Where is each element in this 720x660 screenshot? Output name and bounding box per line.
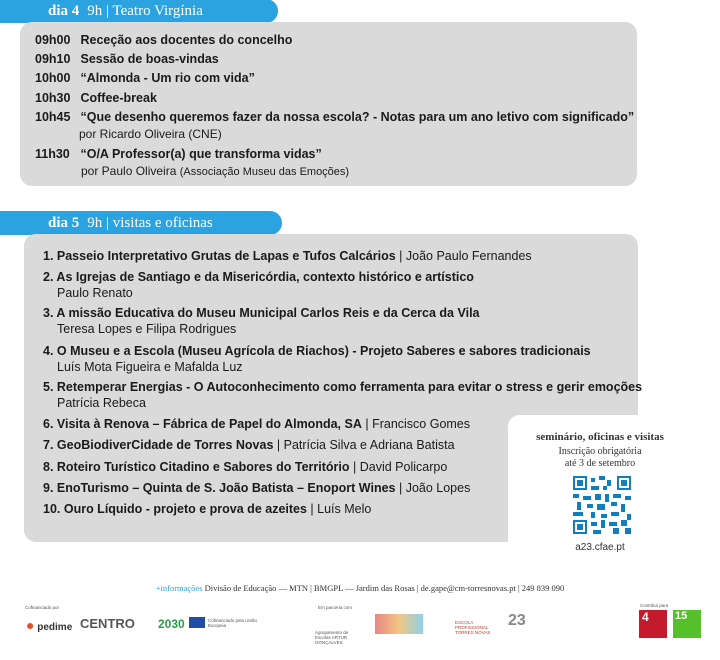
registration-url[interactable]: a23.cfae.pt [575, 542, 625, 553]
activity-authors: Teresa Lopes e Filipa Rodrigues [57, 322, 237, 336]
schedule-row: 11h30 “O/A Professor(a) que transforma vidas” [35, 147, 322, 161]
footer-contact [0, 583, 720, 593]
day5-label: dia 5 [48, 215, 80, 231]
partnership-label: Em parceria com [318, 605, 353, 610]
activity-authors: Luís Mota Figueira e Mafalda Luz [57, 360, 243, 374]
day4-header [0, 0, 278, 23]
a23-logo: 23 [508, 612, 526, 629]
schedule-row: 09h00 Receção aos docentes do concelho [35, 33, 293, 47]
day5-header [0, 211, 282, 235]
schedule-speaker: por Paulo Oliveira (Associação Museu das Emoções) [81, 164, 350, 178]
portugal2030-logo: 2030 [158, 617, 185, 631]
schedule-row: 10h30 Coffee-break [35, 91, 157, 105]
schedule-speaker: por Ricardo Oliveira (CNE) [79, 127, 222, 141]
activity-item: 5. Retemperar Energias - O Autoconhecimento como ferramenta para evitar o stress e gerir emoções [43, 380, 643, 394]
activity-item: 1. Passeio Interpretativo Grutas de Lapas e Tufos Calcários | João Paulo Fernandes [43, 249, 532, 263]
day4-label: dia 4 [48, 3, 80, 19]
eu-label: Cofinanciado pela União Europeia [208, 618, 258, 628]
registration-required: Inscrição obrigatória [558, 446, 642, 457]
activity-authors: Patrícia Rebeca [57, 396, 146, 410]
registration-deadline: até 3 de setembro [564, 458, 636, 469]
activity-item: 9. EnoTurismo – Quinta de S. João Batista – Enoport Wines | João Lopes [43, 481, 471, 495]
museum-logo-icon [375, 614, 423, 634]
activity-item: 8. Roteiro Turístico Citadino e Sabores do Território | David Policarpo [43, 460, 448, 474]
activity-item: 6. Visita à Renova – Fábrica de Papel do Almonda, SA | Francisco Gomes [43, 417, 471, 431]
registration-heading: seminário, oficinas e visitas [536, 431, 664, 443]
more-info-label: +informações [155, 583, 203, 593]
schedule-row: 09h10 Sessão de boas-vindas [35, 52, 219, 66]
contact-details: Divisão de Educação — MTN | BMGPL — Jardim das Rosas | de.gape@cm-torresnovas.pt | 249 839 090 [204, 583, 565, 593]
cofinanced-label: Cofinanciado por [25, 605, 60, 610]
schedule-row: 10h00 “Almonda - Um rio com vida” [35, 71, 255, 85]
pedime-logo: ● pedime [26, 617, 73, 633]
activity-item: 3. A missão Educativa do Museu Municipal Carlos Reis e da Cerca da Vila [43, 306, 480, 320]
schedule-row: 10h45 “Que desenho queremos fazer da nossa escola? - Notas para um ano letivo com significado” [35, 110, 635, 124]
activity-item: 4. O Museu e a Escola (Museu Agrícola de Riachos) - Projeto Saberes e sabores tradicionais [43, 344, 591, 358]
day5-info: 9h | visitas e oficinas [87, 215, 213, 231]
activity-item: 2. As Igrejas de Santiago e da Misericórdia, contexto histórico e artístico [43, 270, 474, 284]
day4-info: 9h | Teatro Virgínia [87, 3, 203, 19]
qr-code-icon[interactable] [573, 476, 631, 534]
contributes-label: Contribui para [640, 603, 669, 608]
school-group-logo: Agrupamento de Escolas ARTUR GONÇALVES [315, 630, 349, 645]
centro-logo: CENTRO [80, 616, 135, 631]
school-prof-logo: ESCOLA PROFISSIONAL TORRES NOVAS [455, 620, 491, 635]
activity-item: 10. Ouro Líquido - projeto e prova de azeites | Luís Melo [43, 502, 372, 516]
sdg4-icon: 4 [639, 610, 667, 638]
sdg15-icon: 15 [673, 610, 701, 638]
activity-item: 7. GeoBiodiverCidade de Torres Novas | Patrícia Silva e Adriana Batista [43, 438, 455, 452]
activity-authors: Paulo Renato [57, 286, 133, 300]
eu-flag-icon [189, 617, 205, 628]
